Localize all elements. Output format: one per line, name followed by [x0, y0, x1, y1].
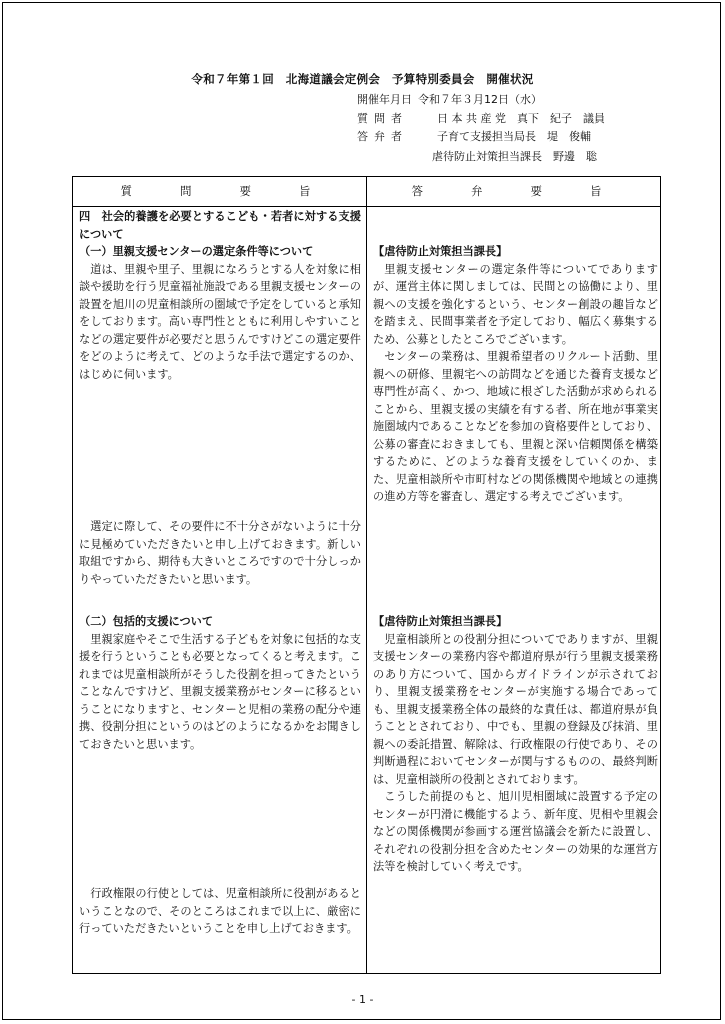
question-1-text: 道は、里親や里子、里親になろうとする人を対象に相談や援助を行う児童福祉施設である里親支援センターの設置を旭川の児童相談所の圏域で予定をしていると承知をしております。高い専門性とともに利用しやすいことなどの選定要件が必要だと思うんですけどこの選定要件をどのように考えて、どのような手法で選定するのか、はじめに伺います。 [79, 262, 361, 381]
answer-1-label: 【虐待防止対策担当課長】 [373, 245, 508, 258]
answer-1-para-2: センターの業務は、里親希望者のリクルート活動、里親への研修、里親宅への訪問などを通じた養育支援など専門性が高く、かつ、地域に根ざした活動が求められることから、里親支援の実績を有する者、所在地が事業実施圏域内であることなどを参加の資格要件としており、公募の審査におきましても、里親と深い信頼関係を構築するために、どのような養育支援をしていくのか、また、児童相談所や市町村などの関係機関や地域との連携の進め方等を審査し、選定する考えでございます。 [373, 350, 658, 503]
answer-2-para-2: こうした前提のもと、旭川児相圏域に設置する予定のセンターが円滑に機能するよう、新年度、児相や里親会などの関係機関が参画する運営協議会を新たに設置し、それぞれの役割分担を含めたセンターの効果的な運営方法等を検討していく考えです。 [373, 790, 658, 873]
section-title: 四 社会的養護を必要とするこども・若者に対する支援について [79, 210, 361, 241]
question-2-text: 里親家庭やそこで生活する子どもを対象に包括的な支援を行うということも必要となってくると考えます。これまでは児童相談所がそうした役割を担ってきたということなんですけど、里親支援業務がセンターに移るということになりますと、センターと児相の業務の配分や連携、役割分担にというのはどのようになるかをお聞きしておきたいと思います。 [79, 632, 361, 751]
sub2-title: （二）包括的支援について [79, 615, 214, 628]
question-1-remark: 選定に際して、その要件に不十分さがないように十分に見極めていただきたいと申し上げておきます。新しい取組ですから、期待も大きいところですので十分しっかりやっていただきたいと思います。 [79, 520, 361, 586]
qa-table [72, 176, 661, 974]
answerer-line [357, 128, 591, 144]
meeting-date [357, 91, 542, 107]
questioner-label: 質問者 [357, 112, 408, 125]
date-label: 開催年月日 [357, 93, 412, 106]
question-2-block [79, 613, 361, 753]
question-2-remark-block [79, 885, 361, 938]
date-value: 令和７年３月12日（水） [418, 93, 542, 106]
answer-2-para-1: 児童相談所との役割分担についてでありますが、里親支援センターの業務内容や都道府県が行う里親支援業務のあり方について、国からガイドラインが示されており、里親支援業務をセンターが実施する場合であっても、里親支援業務全体の最終的な責任は、都道府県が負うこととされており、中でも、里親の登録及び抹消、里親への委託措置、解除は、行政権限の行使であり、その判断過程においてセンターが関与するものの、最終判断は、児童相談所の役割とされております。 [373, 632, 658, 786]
answerer-label: 答弁者 [357, 130, 408, 143]
document-title: 令和７年第１回 北海道議会定例会 予算特別委員会 開催状況 [191, 72, 534, 86]
question-1-block [79, 243, 361, 383]
answerer-2: 虐待防止対策担当課長 野邊 聡 [432, 150, 597, 163]
header-answer: 答弁要旨 [411, 184, 650, 198]
header-question: 質問要旨 [120, 184, 359, 198]
answer-2-label: 【虐待防止対策担当課長】 [373, 615, 508, 628]
question-1-remark-block [79, 518, 361, 588]
answer-2-block [373, 613, 658, 876]
questioner-value: 日 本 共 産 党 真下 紀子 議員 [437, 112, 605, 125]
answer-1-para-1: 里親支援センターの選定条件等についてでありますが、運営主体に関しましては、民間との協働により、里親への支援を強化するという、センター創設の趣旨などを踏まえ、民間事業者を予定しており、幅広く募集するため、公募としたところでございます。 [373, 262, 658, 346]
column-divider [366, 177, 367, 973]
questioner-line [357, 110, 605, 126]
answerer-1: 子育て支援担当局長 堤 俊輔 [437, 130, 591, 143]
question-2-remark: 行政権限の行使としては、児童相談所に役割があるということなので、そのところはこれまで以上に、厳密に行っていただきたいということを申し上げておきます。 [79, 887, 361, 935]
sub1-title: （一）里親支援センターの選定条件等について [79, 245, 314, 258]
answer-1-block [373, 243, 658, 506]
page-number: - 1 - [351, 993, 374, 1006]
section-heading-block [79, 208, 361, 243]
